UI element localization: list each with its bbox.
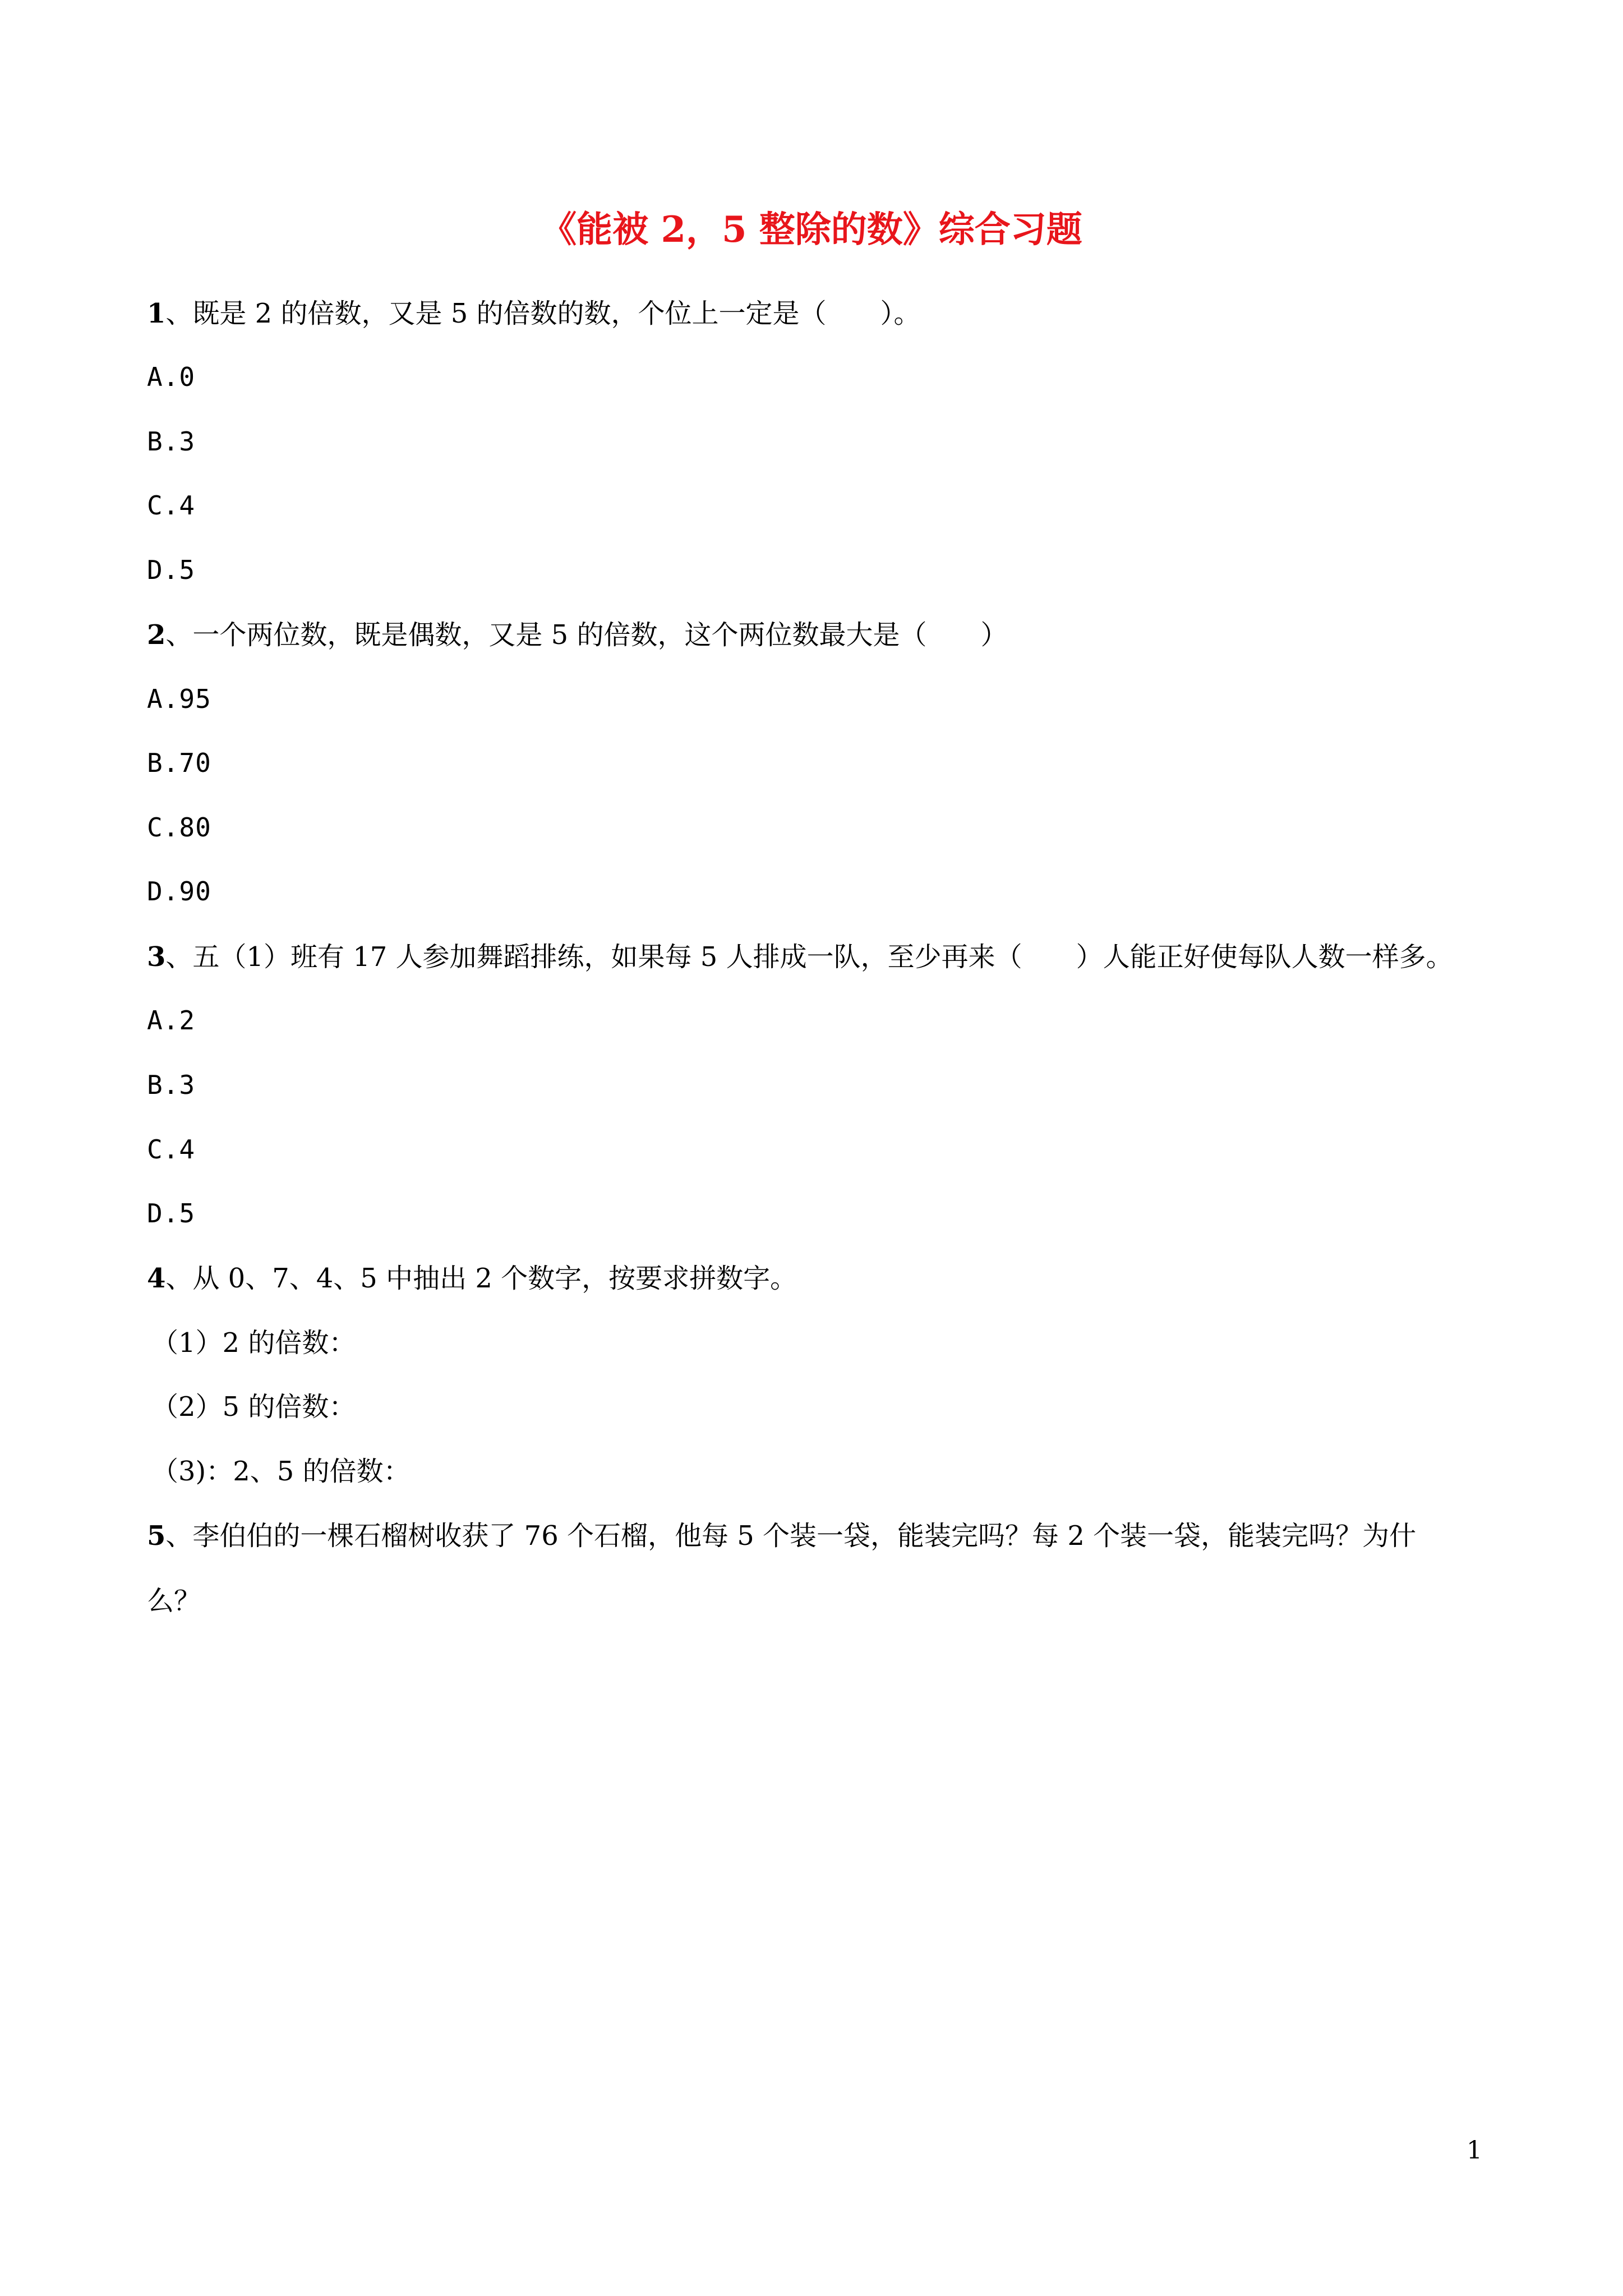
- question-2-number: 2: [147, 619, 166, 651]
- question-2-text: 、一个两位数，既是偶数，又是 5 的倍数，这个两位数最大是（ ）: [165, 619, 1008, 651]
- question-4-number: 4: [147, 1263, 166, 1294]
- question-2-option-c: C.80: [147, 812, 211, 843]
- question-5-number: 5: [147, 1520, 166, 1552]
- question-3-option-a: A.2: [147, 1005, 196, 1036]
- question-2: [147, 619, 1008, 651]
- question-1-option-c: C.4: [147, 490, 196, 521]
- question-3-number: 3: [147, 941, 166, 973]
- question-3-option-d: D.5: [147, 1198, 196, 1228]
- question-3-option-b: B.3: [147, 1070, 196, 1100]
- question-4: [147, 1265, 797, 1292]
- question-1-number: 1: [147, 298, 166, 329]
- question-5-text-line-2: 么？: [147, 1585, 201, 1617]
- question-3-option-c: C.4: [147, 1134, 196, 1165]
- question-5: [147, 1520, 1417, 1552]
- question-1-text: 、既是 2 的倍数，又是 5 的倍数的数，个位上一定是（ ）。: [165, 298, 921, 329]
- document-title: 《能被 2，5 整除的数》综合习题: [541, 209, 1082, 251]
- question-1: [147, 300, 921, 327]
- question-4-sub-1: （1）2 的倍数：: [151, 1327, 356, 1359]
- question-1-option-a: A.0: [147, 362, 196, 392]
- page-number: 1: [1467, 2136, 1482, 2165]
- question-3: [147, 941, 1453, 973]
- question-2-option-a: A.95: [147, 684, 211, 714]
- question-4-sub-3: （3)：2、5 的倍数：: [151, 1456, 411, 1487]
- question-4-sub-2: （2）5 的倍数：: [151, 1391, 356, 1423]
- question-2-option-b: B.70: [147, 748, 211, 778]
- question-1-option-d: D.5: [147, 555, 196, 585]
- question-4-text: 、从 0、7、4、5 中抽出 2 个数字，按要求拼数字。: [165, 1263, 797, 1294]
- question-2-option-d: D.90: [147, 876, 211, 907]
- question-1-option-b: B.3: [147, 426, 196, 457]
- question-3-text: 、五（1）班有 17 人参加舞蹈排练，如果每 5 人排成一队，至少再来（ ）人能正好使每队人数一样多。: [165, 941, 1453, 973]
- question-5-text-line-1: 、李伯伯的一棵石榴树收获了 76 个石榴，他每 5 个装一袋，能装完吗？每 2 个装一袋，能装完吗？为什: [165, 1520, 1417, 1552]
